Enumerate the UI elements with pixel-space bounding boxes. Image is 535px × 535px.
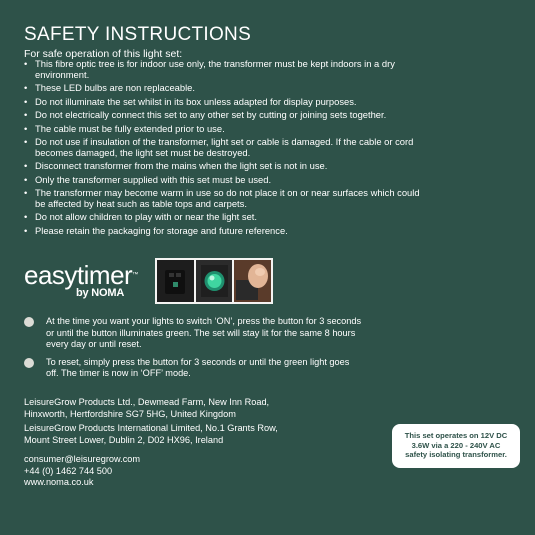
list-item [24, 212, 424, 223]
list-item [24, 161, 424, 172]
bullet-icon: • [24, 136, 28, 147]
bullet-icon: • [24, 95, 28, 107]
trademark-symbol: ™ [132, 272, 138, 278]
list-item [24, 83, 424, 94]
logo-wordmark: easytimer [24, 260, 133, 290]
rule-text: The transformer may become warm in use so do not place it on or near surfaces which could be affected by heat such as table tops and carpets. [35, 187, 420, 209]
list-item [24, 188, 424, 209]
bullet-icon: • [24, 109, 28, 120]
transformer-illustration [157, 260, 194, 302]
address-uk: LeisureGrow Products Ltd., Dewmead Farm, New Inn Road, Hinxworth, Hertfordshire SG7 5HG, United Kingdom [24, 397, 270, 419]
list-item [24, 357, 364, 380]
bullet-icon: • [24, 82, 28, 93]
green-led-button-icon [196, 260, 233, 302]
step-dot-icon [24, 317, 34, 327]
list-item [24, 124, 424, 135]
rule-text: These LED bulbs are non replaceable. [35, 82, 195, 93]
bullet-icon: • [24, 58, 28, 69]
contact-details [24, 454, 140, 489]
rule-text: Do not use if insulation of the transformer, light set or cable is damaged. If the cable or cord becomes damaged, the light set must be destroyed. [35, 136, 414, 158]
rule-text: Do not electrically connect this set to any other set by cutting or joining sets together. [35, 109, 387, 120]
list-item [24, 59, 424, 80]
contact-website: www.noma.co.uk [24, 477, 94, 487]
bullet-icon: • [24, 160, 28, 171]
intro-text: For safe operation of this light set: [24, 48, 183, 60]
bullet-icon: • [24, 187, 28, 198]
logo-subtitle: by NOMA [76, 287, 125, 299]
finger-press-photo [234, 260, 271, 302]
bullet-icon: • [24, 122, 28, 134]
easytimer-logo [24, 260, 138, 306]
rule-text: Disconnect transformer from the mains when the light set is not in use. [35, 160, 328, 171]
bullet-icon: • [24, 173, 28, 185]
safety-rules-list [24, 59, 424, 239]
list-item [24, 226, 424, 237]
rule-text: Please retain the packaging for storage and future reference. [35, 224, 288, 236]
contact-phone: +44 (0) 1462 744 500 [24, 465, 113, 476]
address-ireland: LeisureGrow Products International Limited, No.1 Grants Row, Mount Street Lower, Dublin 2, D02 HX96, Ireland [24, 423, 278, 445]
rule-text: The cable must be fully extended prior to use. [35, 122, 225, 134]
green-button-photo [196, 260, 233, 302]
rule-text: This fibre optic tree is for indoor use only, the transformer must be kept indoors in a dry environment. [35, 58, 395, 80]
bullet-icon: • [24, 224, 28, 236]
rule-text: Do not allow children to play with or near the light set. [35, 211, 257, 222]
step-text: To reset, simply press the button for 3 seconds or until the green light goes off. The timer is now in ‘OFF’ mode. [46, 356, 350, 378]
power-spec-badge: This set operates on 12V DC 3.6W via a 220 - 240V AC safety isolating transformer. [392, 424, 520, 468]
contact-email: consumer@leisuregrow.com [24, 454, 141, 464]
rule-text: Do not illuminate the set whilst in its box unless adapted for display purposes. [35, 95, 357, 107]
list-item [24, 137, 424, 158]
list-item [24, 175, 424, 186]
timer-instructions [24, 316, 364, 386]
page-title: SAFETY INSTRUCTIONS [24, 24, 252, 45]
transformer-photo [157, 260, 194, 302]
list-item [24, 316, 364, 351]
finger-press-icon [234, 260, 271, 302]
list-item [24, 97, 424, 108]
bullet-icon: • [24, 211, 28, 222]
step-dot-icon [24, 358, 34, 368]
list-item [24, 110, 424, 121]
timer-photos [155, 258, 273, 304]
rule-text: Only the transformer supplied with this set must be used. [35, 173, 272, 185]
step-text: At the time you want your lights to switch ‘ON’, press the button for 3 seconds or until the button illuminates green. The set will stay lit for the same 8 hours every day or until reset. [46, 316, 362, 349]
